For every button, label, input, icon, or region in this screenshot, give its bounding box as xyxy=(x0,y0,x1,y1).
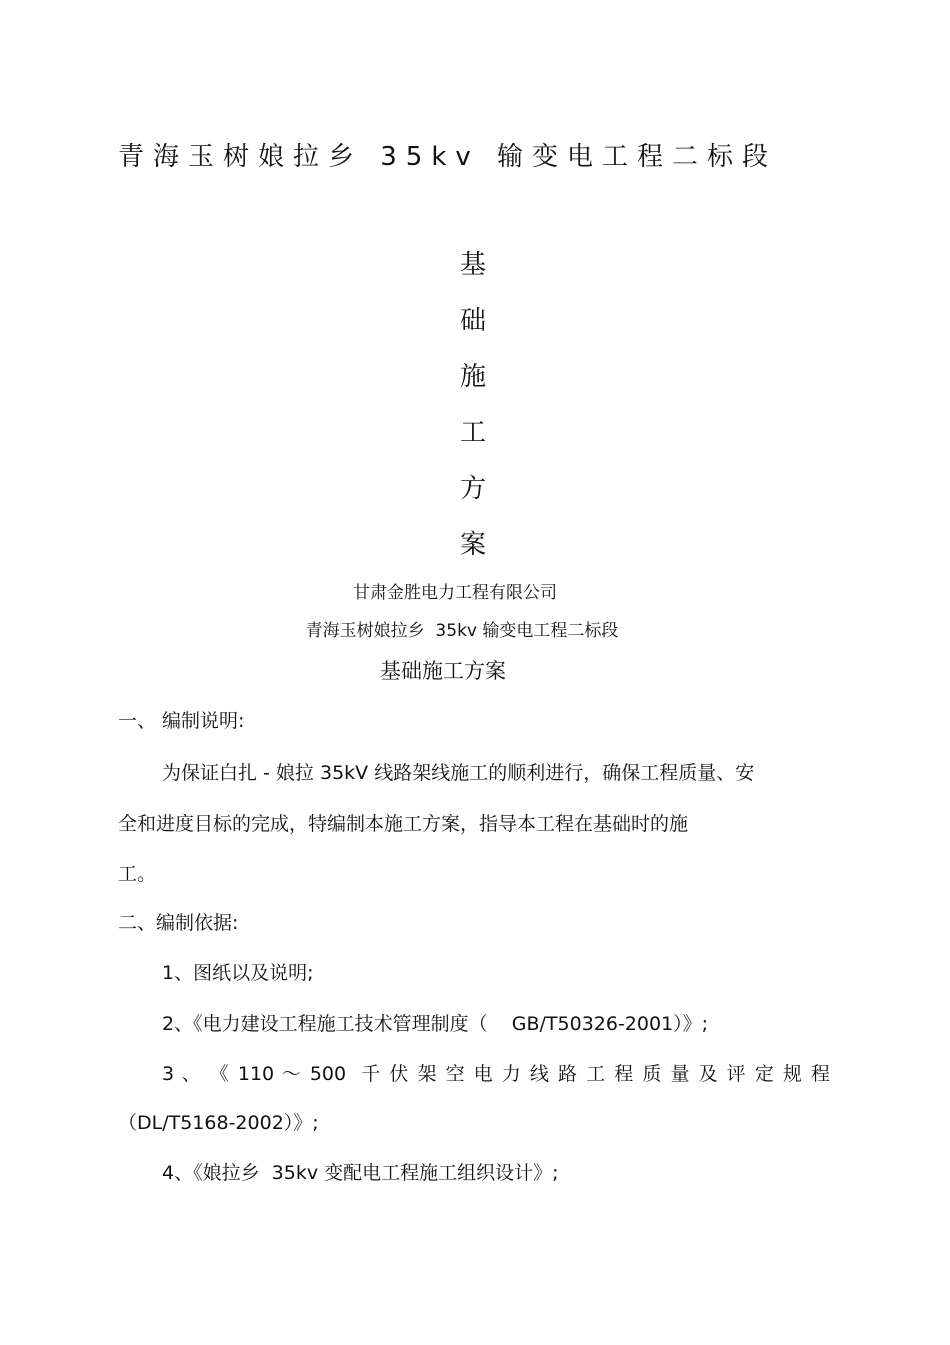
project-name: 青海玉树娘拉乡 35kv 输变电工程二标段 xyxy=(305,621,619,641)
list-item: 4、《娘拉乡 35kv 变配电工程施工组织设计》; xyxy=(162,1162,559,1184)
document-title: 基础施工方案 xyxy=(380,659,506,683)
list-item-continuation: （DL/T5168-2002）》; xyxy=(118,1112,319,1134)
section-heading-compilation-basis: 二、编制依据: xyxy=(118,912,239,934)
paragraph-line: 工。 xyxy=(118,863,157,885)
vertical-title-char: 基 xyxy=(460,250,487,280)
cover-title: 青海玉树娘拉乡 35kv 输变电工程二标段 xyxy=(118,142,778,172)
vertical-title-char: 工 xyxy=(460,418,487,448)
section-heading-compilation-notes: 一、 编制说明: xyxy=(118,710,245,732)
company-name: 甘肃金胜电力工程有限公司 xyxy=(353,583,557,603)
vertical-title-char: 施 xyxy=(460,362,487,392)
list-item: 1、图纸以及说明; xyxy=(162,962,314,984)
vertical-title-char: 案 xyxy=(460,530,487,560)
list-item: 3 、 《 110 ～ 500 千 伏 架 空 电 力 线 路 工 程 质 量 及 评 定 规 程 xyxy=(162,1063,830,1085)
paragraph-line: 全和进度目标的完成，特编制本施工方案，指导本工程在基础时的施 xyxy=(118,813,689,835)
vertical-title-char: 础 xyxy=(460,306,487,336)
paragraph-line: 为保证白扎 - 娘拉 35kV 线路架线施工的顺利进行，确保工程质量、安 xyxy=(162,762,755,784)
vertical-title-char: 方 xyxy=(460,474,487,504)
list-item: 2、《电力建设工程施工技术管理制度（ GB/T50326-2001）》; xyxy=(162,1013,709,1035)
